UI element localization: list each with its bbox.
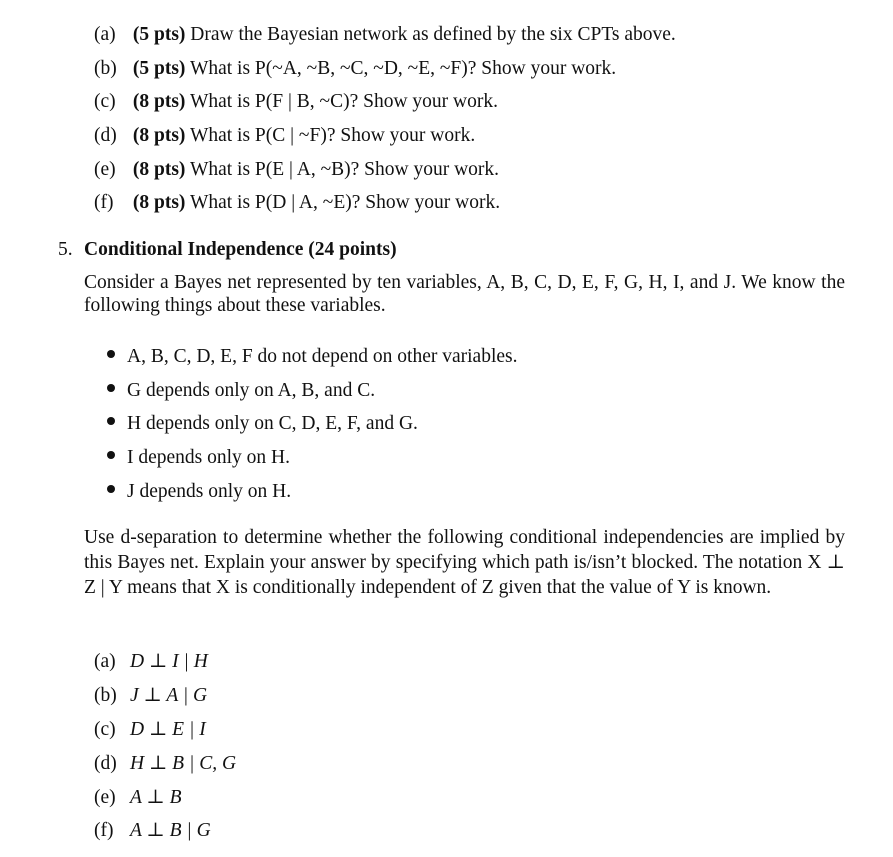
section-title: Conditional Independence (24 points) [84, 239, 397, 260]
bullet-item [107, 480, 291, 503]
bullet-text: G depends only on A, B, and C. [127, 380, 376, 401]
question-5c [94, 718, 206, 741]
bullet-item [107, 345, 518, 368]
points-label: (8 pts) [132, 91, 186, 112]
question-5f [94, 819, 211, 842]
question-label: (a) [94, 651, 116, 672]
question-expression: D ⊥ E | I [130, 719, 206, 740]
question-text: What is P(D | A, ~E)? Show your work. [189, 192, 501, 213]
question-4c [94, 90, 498, 113]
question-label: (f) [94, 192, 114, 213]
question-label: (f) [94, 820, 114, 841]
question-label: (e) [94, 787, 116, 808]
question-text: What is P(E | A, ~B)? Show your work. [189, 159, 500, 180]
bullet-icon [107, 451, 115, 459]
bullet-icon [107, 485, 115, 493]
bullet-text: A, B, C, D, E, F do not depend on other variables. [127, 346, 518, 367]
question-text: What is P(C | ~F)? Show your work. [189, 125, 476, 146]
question-5b [94, 684, 207, 707]
bullet-text: H depends only on C, D, E, F, and G. [127, 413, 418, 434]
section-heading [58, 238, 397, 261]
bullet-item [107, 379, 375, 402]
section-number: 5. [58, 239, 73, 260]
question-label: (d) [94, 753, 117, 774]
question-expression: J ⊥ A | G [130, 685, 208, 706]
question-label: (d) [94, 125, 117, 146]
instructions-paragraph: Use d-separation to determine whether the following conditional independencies are implied by this Bayes net. Explain your answer by specifying which path is/isn’t blocked. The notation X ⊥ Z | Y means that X is conditionally independent of Z given that the value of Y is known. [84, 527, 845, 598]
question-label: (b) [94, 58, 117, 79]
question-text: What is P(~A, ~B, ~C, ~D, ~E, ~F)? Show your work. [189, 58, 617, 79]
bullet-text: I depends only on H. [127, 447, 291, 468]
points-label: (8 pts) [132, 125, 186, 146]
question-5a [94, 650, 208, 673]
bullet-icon [107, 350, 115, 358]
question-expression: A ⊥ B [130, 787, 182, 808]
points-label: (5 pts) [132, 24, 186, 45]
question-text: Draw the Bayesian network as defined by the six CPTs above. [190, 24, 676, 45]
question-text: What is P(F | B, ~C)? Show your work. [189, 91, 498, 112]
question-4f [94, 191, 500, 214]
question-label: (b) [94, 685, 117, 706]
points-label: (8 pts) [132, 192, 186, 213]
question-expression: A ⊥ B | G [130, 820, 211, 841]
bullet-text: J depends only on H. [127, 481, 292, 502]
intro-paragraph: Consider a Bayes net represented by ten variables, A, B, C, D, E, F, G, H, I, and J. We know the following things about these variables. [84, 272, 845, 317]
points-label: (8 pts) [132, 159, 186, 180]
bullet-icon [107, 384, 115, 392]
bullet-item [107, 446, 290, 469]
question-label: (c) [94, 719, 116, 740]
question-4b [94, 57, 616, 80]
question-label: (e) [94, 159, 116, 180]
question-4a [94, 23, 676, 46]
question-4e [94, 158, 499, 181]
question-5e [94, 786, 182, 809]
question-4d [94, 124, 475, 147]
question-expression: D ⊥ I | H [130, 651, 208, 672]
question-5d [94, 752, 236, 775]
points-label: (5 pts) [132, 58, 186, 79]
question-label: (a) [94, 24, 116, 45]
bullet-item [107, 412, 418, 435]
question-expression: H ⊥ B | C, G [130, 753, 237, 774]
bullet-icon [107, 417, 115, 425]
question-label: (c) [94, 91, 116, 112]
